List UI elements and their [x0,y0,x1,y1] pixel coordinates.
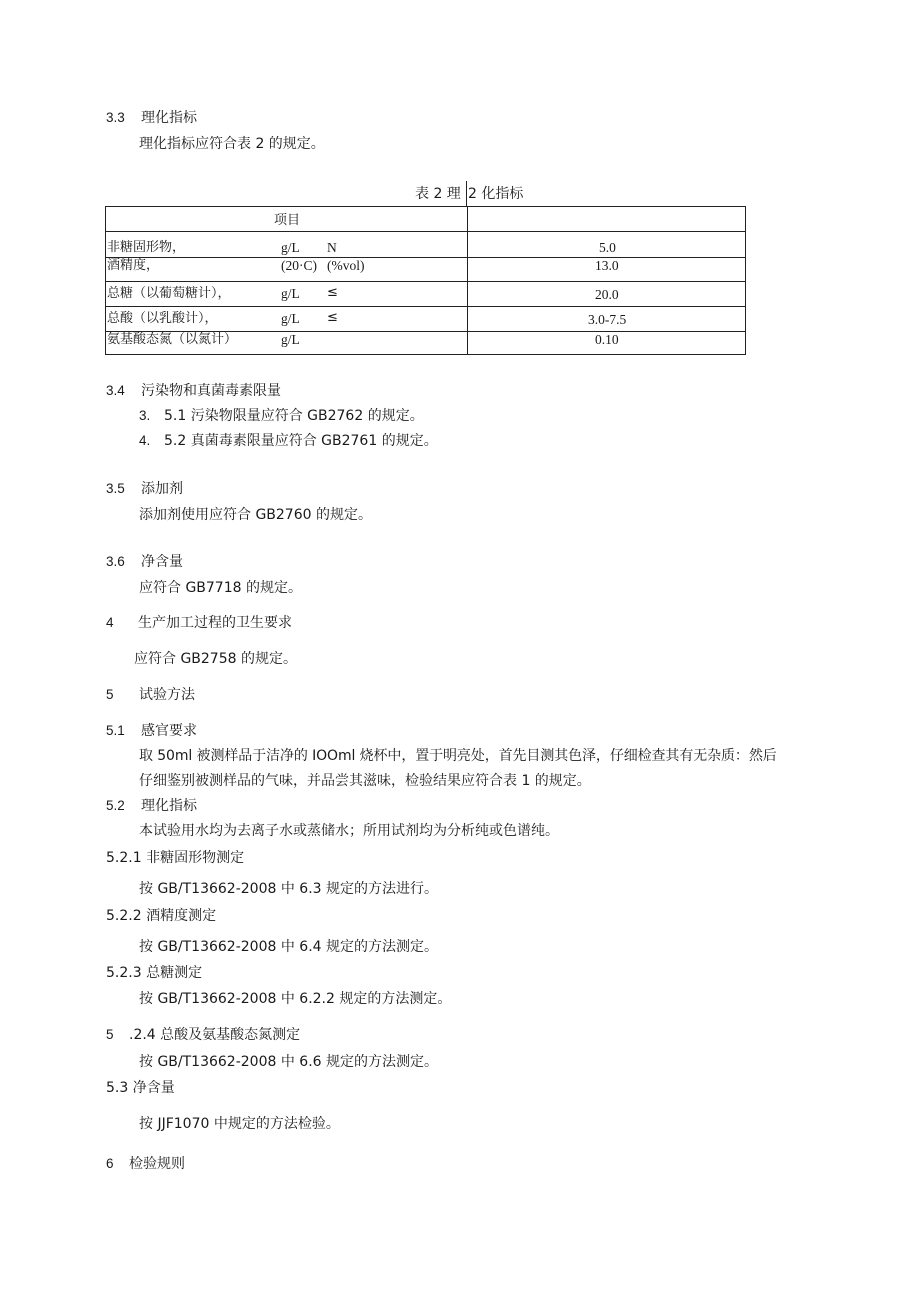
table-row-divider [106,231,745,232]
section-3-5-number: 3.5 [106,481,125,496]
section-5-2-2-body: 按 GB/T13662-2008 中 6.4 规定的方法测定。 [139,939,439,955]
section-5-2-3-body: 按 GB/T13662-2008 中 6.2.2 规定的方法测定。 [139,991,452,1007]
list-item-text: 5.2 真菌毒素限量应符合 GB2761 的规定。 [164,433,438,449]
table-cell-name: 总酸（以乳酸计）， [107,311,218,326]
table-cell-value: 13.0 [595,258,619,273]
table-row-divider [106,257,745,258]
section-5-1-body-line-1: 取 50ml 被测样品于洁净的 IOOml 烧杯中，置于明亮处，首先目测其色泽，仔细检查其有无杂质：然后 [139,748,777,764]
table-cell-symbol: ≤ [327,310,338,325]
table-cell-name: 酒精度， [107,258,160,273]
section-5-3-heading: 5.3 净含量 [106,1080,175,1096]
table-cell-symbol: N [327,240,337,255]
table-cell-value: 5.0 [599,240,616,255]
section-6-title: 检验规则 [129,1156,185,1172]
table-cell-value: 20.0 [595,287,619,302]
table-cell-name: 总糖（以葡萄糖计）， [107,286,231,301]
section-5-1-title: 感官要求 [141,723,197,739]
list-item-number: 3. [139,408,151,423]
section-6-number: 6 [106,1156,114,1171]
table-cell-value: 3.0-7.5 [588,312,627,327]
section-3-6-body: 应符合 GB7718 的规定。 [139,580,302,596]
section-3-3-title: 理化指标 [141,110,197,126]
section-3-5-title: 添加剂 [141,481,183,497]
table-2 [105,206,746,355]
section-3-3-number: 3.3 [106,110,125,125]
section-4-number: 4 [106,615,114,630]
table-header-item: 项目 [274,213,301,228]
section-5-2-1-heading: 5.2.1 非糖固形物测定 [106,850,245,866]
section-5-title: 试验方法 [139,687,195,703]
table-cell-unit: (20·C) [281,258,317,273]
section-5-2-4-heading: .2.4 总酸及氨基酸态氮测定 [129,1027,301,1043]
table-cell-value: 0.10 [595,332,619,347]
table-cell-unit: g/L [281,311,300,326]
section-5-number: 5 [106,687,114,702]
section-5-2-4-body: 按 GB/T13662-2008 中 6.6 规定的方法测定。 [139,1054,439,1070]
table-cell-symbol: (%vol) [327,258,365,273]
section-3-6-title: 净含量 [141,554,183,570]
section-3-6-number: 3.6 [106,554,125,569]
section-5-1-number: 5.1 [106,723,125,738]
table-2-caption-part-a: 表 2 理 [415,186,461,202]
table-2-caption-part-b: 2 化指标 [468,186,524,202]
table-row-divider [106,306,745,307]
section-4-title: 生产加工过程的卫生要求 [138,615,292,631]
section-5-2-title: 理化指标 [141,798,197,814]
table-cell-symbol: ≤ [327,285,338,300]
caption-divider [466,181,467,206]
section-5-2-number: 5.2 [106,798,125,813]
table-cell-name: 非糖固形物， [107,240,186,255]
section-5-2-2-heading: 5.2.2 酒精度测定 [106,908,217,924]
section-3-3-body: 理化指标应符合表 2 的规定。 [139,136,325,152]
list-item-text: 5.1 污染物限量应符合 GB2762 的规定。 [164,408,424,424]
section-3-4-number: 3.4 [106,383,125,398]
table-cell-unit: g/L [281,286,300,301]
section-3-4-title: 污染物和真菌毒素限量 [141,383,281,399]
section-5-2-1-body: 按 GB/T13662-2008 中 6.3 规定的方法进行。 [139,881,439,897]
section-5-2-3-heading: 5.2.3 总糖测定 [106,965,203,981]
section-5-2-body: 本试验用水均为去离子水或蒸储水；所用试剂均为分析纯或色谱纯。 [139,823,559,839]
table-cell-unit: g/L [281,332,300,347]
section-3-5-body: 添加剂使用应符合 GB2760 的规定。 [139,507,372,523]
table-row-divider [106,281,745,282]
section-4-body: 应符合 GB2758 的规定。 [134,651,297,667]
section-5-2-4-number: 5 [106,1027,114,1042]
list-item-number: 4. [139,433,151,448]
table-cell-unit: g/L [281,240,300,255]
section-5-3-body: 按 JJF1070 中规定的方法检验。 [139,1116,340,1132]
table-cell-name: 氨基酸态氮（以氮计） [107,332,238,347]
section-5-1-body-line-2: 仔细鉴别被测样品的气味，并品尝其滋味，检验结果应符合表 1 的规定。 [139,773,591,789]
